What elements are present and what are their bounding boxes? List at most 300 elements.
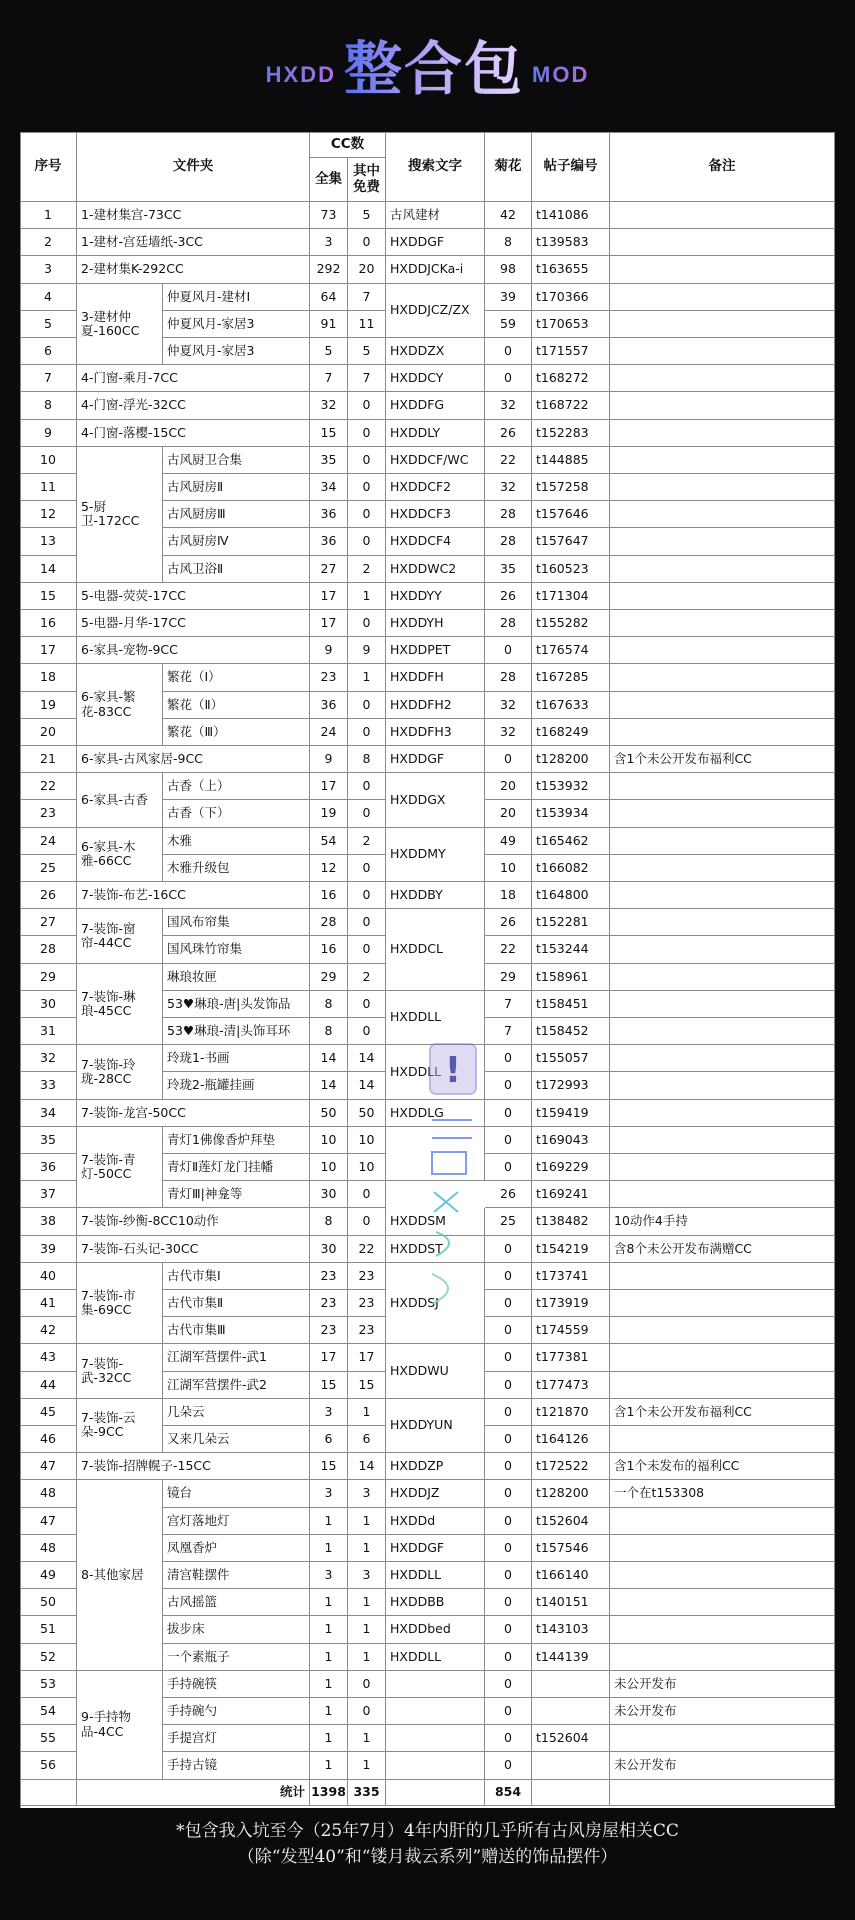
cc-free: 14	[348, 1045, 386, 1072]
brand-left: HXDD	[265, 62, 336, 87]
juhua: 0	[485, 1399, 532, 1426]
subfolder: 古香（下）	[163, 800, 310, 827]
row-no: 9	[20, 420, 77, 447]
row-no: 7	[20, 365, 77, 392]
search-text: HXDDCF2	[386, 474, 485, 501]
cc-total: 1	[310, 1725, 348, 1752]
cc-free: 14	[348, 1453, 386, 1480]
subfolder: 繁花（Ⅱ）	[163, 692, 310, 719]
juhua: 0	[485, 1616, 532, 1643]
cc-free: 0	[348, 474, 386, 501]
cc-total: 3	[310, 1399, 348, 1426]
juhua: 26	[485, 909, 532, 936]
row-no: 27	[20, 909, 77, 936]
note	[610, 311, 835, 338]
search-text: 古风建材	[386, 202, 485, 229]
header-folder: 文件夹	[77, 132, 310, 202]
post-id: t169229	[532, 1154, 610, 1181]
post-id: t144885	[532, 447, 610, 474]
row-no: 31	[20, 1018, 77, 1045]
post-id: t157646	[532, 501, 610, 528]
post-id: t165462	[532, 828, 610, 855]
cc-total: 23	[310, 1317, 348, 1344]
post-id: t157258	[532, 474, 610, 501]
brand-right: MOD	[532, 62, 590, 87]
juhua: 0	[485, 1045, 532, 1072]
totals-label: 统计	[77, 1780, 310, 1806]
page-title: 整合包	[344, 22, 524, 106]
juhua: 0	[485, 1698, 532, 1725]
cc-free: 10	[348, 1127, 386, 1154]
cc-free: 1	[348, 1616, 386, 1643]
subfolder: 琳琅妆匣	[163, 964, 310, 991]
post-id: t121870	[532, 1399, 610, 1426]
row-no: 56	[20, 1752, 77, 1779]
row-no: 5	[20, 311, 77, 338]
search-text: HXDDGF	[386, 1535, 485, 1562]
row-no: 52	[20, 1644, 77, 1671]
cc-total: 36	[310, 501, 348, 528]
juhua: 28	[485, 610, 532, 637]
cc-free: 0	[348, 882, 386, 909]
juhua: 8	[485, 229, 532, 256]
row-no: 16	[20, 610, 77, 637]
cc-total: 3	[310, 1480, 348, 1507]
juhua: 0	[485, 1589, 532, 1616]
search-text: HXDDBB	[386, 1589, 485, 1616]
cc-total: 9	[310, 637, 348, 664]
juhua: 32	[485, 392, 532, 419]
search-text	[386, 1127, 485, 1181]
subfolder: 古风厨房Ⅱ	[163, 474, 310, 501]
post-id: t157647	[532, 528, 610, 555]
juhua: 0	[485, 1372, 532, 1399]
cc-total: 1	[310, 1644, 348, 1671]
subfolder: 几朵云	[163, 1399, 310, 1426]
cc-free: 0	[348, 719, 386, 746]
note	[610, 909, 835, 936]
subfolder: 玲珑1-书画	[163, 1045, 310, 1072]
note	[610, 1344, 835, 1371]
post-id: t170653	[532, 311, 610, 338]
juhua: 0	[485, 637, 532, 664]
search-text: HXDDCF3	[386, 501, 485, 528]
cc-free: 15	[348, 1372, 386, 1399]
subfolder: 古风厨房Ⅳ	[163, 528, 310, 555]
row-no: 11	[20, 474, 77, 501]
subfolder: 木雅升级包	[163, 855, 310, 882]
row-no: 21	[20, 746, 77, 773]
juhua: 26	[485, 583, 532, 610]
cc-total: 15	[310, 420, 348, 447]
note	[610, 1263, 835, 1290]
folder: 7-装饰-龙宫-50CC	[77, 1100, 310, 1127]
row-no: 53	[20, 1671, 77, 1698]
cc-total: 91	[310, 311, 348, 338]
cc-free: 10	[348, 1154, 386, 1181]
search-text: HXDDLY	[386, 420, 485, 447]
cc-total: 1	[310, 1752, 348, 1779]
note	[610, 1644, 835, 1671]
subfolder: 江湖军营摆件-武1	[163, 1344, 310, 1371]
note	[610, 338, 835, 365]
juhua: 42	[485, 202, 532, 229]
totals-note-empty	[610, 1780, 835, 1806]
cc-total: 5	[310, 338, 348, 365]
cc-total: 10	[310, 1154, 348, 1181]
row-no: 20	[20, 719, 77, 746]
post-id: t173741	[532, 1263, 610, 1290]
cc-total: 23	[310, 664, 348, 691]
row-no: 23	[20, 800, 77, 827]
row-no: 47	[20, 1508, 77, 1535]
search-text: HXDDLL	[386, 1045, 485, 1099]
post-id: t140151	[532, 1589, 610, 1616]
folder-group: 8-其他家居	[77, 1480, 163, 1670]
post-id: t171304	[532, 583, 610, 610]
row-no: 17	[20, 637, 77, 664]
post-id: t169241	[532, 1181, 610, 1208]
juhua: 0	[485, 1453, 532, 1480]
row-no: 25	[20, 855, 77, 882]
subfolder: 青灯Ⅱ莲灯龙门挂幡	[163, 1154, 310, 1181]
note	[610, 800, 835, 827]
cc-free: 1	[348, 664, 386, 691]
subfolder: 古风摇篮	[163, 1589, 310, 1616]
juhua: 0	[485, 1127, 532, 1154]
cc-total: 1	[310, 1698, 348, 1725]
totals-post-empty	[532, 1780, 610, 1806]
juhua: 35	[485, 556, 532, 583]
cc-free: 0	[348, 501, 386, 528]
search-text: HXDDFH	[386, 664, 485, 691]
row-no: 45	[20, 1399, 77, 1426]
folder: 4-门窗-落樱-15CC	[77, 420, 310, 447]
note	[610, 1426, 835, 1453]
post-id: t171557	[532, 338, 610, 365]
note	[610, 1508, 835, 1535]
post-id: t168249	[532, 719, 610, 746]
note	[610, 1154, 835, 1181]
folder: 5-电器-荧荧-17CC	[77, 583, 310, 610]
juhua: 26	[485, 420, 532, 447]
cc-total: 30	[310, 1181, 348, 1208]
juhua: 0	[485, 1508, 532, 1535]
cc-free: 3	[348, 1480, 386, 1507]
subfolder: 江湖军营摆件-武2	[163, 1372, 310, 1399]
header-cc-count: CC数	[310, 132, 386, 158]
note	[610, 692, 835, 719]
post-id: t167633	[532, 692, 610, 719]
row-no: 35	[20, 1127, 77, 1154]
post-id: t144139	[532, 1644, 610, 1671]
cc-free: 0	[348, 991, 386, 1018]
cc-free: 1	[348, 1644, 386, 1671]
cc-total: 36	[310, 692, 348, 719]
folder: 1-建材集宫-73CC	[77, 202, 310, 229]
juhua: 0	[485, 1236, 532, 1263]
cc-free: 0	[348, 1671, 386, 1698]
cc-total: 6	[310, 1426, 348, 1453]
cc-free: 0	[348, 229, 386, 256]
subfolder: 手持碗勺	[163, 1698, 310, 1725]
folder: 7-装饰-招牌幌子-15CC	[77, 1453, 310, 1480]
juhua: 0	[485, 1480, 532, 1507]
juhua: 0	[485, 1562, 532, 1589]
juhua: 29	[485, 964, 532, 991]
svg-text:!: !	[444, 1050, 462, 1091]
totals-free: 335	[348, 1780, 386, 1806]
note	[610, 855, 835, 882]
row-no: 8	[20, 392, 77, 419]
row-no: 51	[20, 1616, 77, 1643]
subfolder: 镜台	[163, 1480, 310, 1507]
note: 未公开发布	[610, 1752, 835, 1779]
row-no: 28	[20, 936, 77, 963]
note: 一个在t153308	[610, 1480, 835, 1507]
search-text: HXDDZP	[386, 1453, 485, 1480]
title-banner	[0, 0, 855, 128]
cc-total: 36	[310, 528, 348, 555]
row-no: 1	[20, 202, 77, 229]
note	[610, 583, 835, 610]
juhua: 32	[485, 692, 532, 719]
search-text: HXDDSJ	[386, 1263, 485, 1345]
cc-free: 1	[348, 1725, 386, 1752]
folder-group: 6-家具-木雅-66CC	[77, 828, 163, 882]
search-text: HXDDLL	[386, 1644, 485, 1671]
subfolder: 又来几朵云	[163, 1426, 310, 1453]
row-no: 38	[20, 1208, 77, 1235]
post-id: t167285	[532, 664, 610, 691]
cc-free: 3	[348, 1562, 386, 1589]
header-no: 序号	[20, 132, 77, 202]
footnote-line-1: *包含我入坑至今（25年7月）4年内肝的几乎所有古风房屋相关CC	[176, 1821, 679, 1841]
note: 含1个未公开发布福利CC	[610, 746, 835, 773]
cc-free: 0	[348, 855, 386, 882]
subfolder: 仲夏风月-家居3	[163, 338, 310, 365]
subfolder: 拔步床	[163, 1616, 310, 1643]
juhua: 0	[485, 1317, 532, 1344]
cc-total: 3	[310, 229, 348, 256]
note: 10动作4手持	[610, 1208, 835, 1235]
subfolder: 青灯Ⅲ|神龛等	[163, 1181, 310, 1208]
folder-group: 7-装饰-玲珑-28CC	[77, 1045, 163, 1099]
cc-free: 2	[348, 964, 386, 991]
row-no: 32	[20, 1045, 77, 1072]
cc-total: 50	[310, 1100, 348, 1127]
header-free: 其中免费	[348, 158, 386, 202]
subfolder: 古风厨卫合集	[163, 447, 310, 474]
post-id: t176574	[532, 637, 610, 664]
subfolder: 国风布帘集	[163, 909, 310, 936]
cc-free: 0	[348, 528, 386, 555]
header-note: 备注	[610, 132, 835, 202]
cc-free: 0	[348, 1181, 386, 1208]
note	[610, 474, 835, 501]
row-no: 34	[20, 1100, 77, 1127]
post-id: t155282	[532, 610, 610, 637]
subfolder: 古风厨房Ⅲ	[163, 501, 310, 528]
footnote	[0, 1818, 855, 1870]
post-id	[532, 1698, 610, 1725]
subfolder: 青灯1佛像香炉拜垫	[163, 1127, 310, 1154]
cc-total: 29	[310, 964, 348, 991]
search-text: HXDDLL	[386, 1562, 485, 1589]
folder-group: 7-装饰-武-32CC	[77, 1344, 163, 1398]
folder-group: 7-装饰-市集-69CC	[77, 1263, 163, 1345]
row-no: 50	[20, 1589, 77, 1616]
row-no: 22	[20, 773, 77, 800]
post-id: t143103	[532, 1616, 610, 1643]
juhua: 25	[485, 1208, 532, 1235]
note	[610, 1290, 835, 1317]
cc-free: 0	[348, 420, 386, 447]
row-no: 48	[20, 1535, 77, 1562]
cc-total: 14	[310, 1072, 348, 1099]
juhua: 0	[485, 1100, 532, 1127]
cc-total: 73	[310, 202, 348, 229]
juhua: 0	[485, 1263, 532, 1290]
post-id: t152604	[532, 1725, 610, 1752]
juhua: 0	[485, 1154, 532, 1181]
subfolder: 仲夏风月-家居3	[163, 311, 310, 338]
cc-total: 28	[310, 909, 348, 936]
note	[610, 1181, 835, 1208]
row-no: 55	[20, 1725, 77, 1752]
cc-free: 23	[348, 1290, 386, 1317]
cc-free: 5	[348, 202, 386, 229]
search-text: HXDDJCZ/ZX	[386, 284, 485, 338]
post-id: t177473	[532, 1372, 610, 1399]
cc-total: 292	[310, 256, 348, 283]
post-id: t152281	[532, 909, 610, 936]
cc-free: 9	[348, 637, 386, 664]
post-id: t166082	[532, 855, 610, 882]
folder-group: 7-装饰-青灯-50CC	[77, 1127, 163, 1209]
folder-group: 7-装饰-窗帘-44CC	[77, 909, 163, 963]
subfolder: 仲夏风月-建材Ⅰ	[163, 284, 310, 311]
cc-total: 3	[310, 1562, 348, 1589]
row-no: 6	[20, 338, 77, 365]
post-id: t157546	[532, 1535, 610, 1562]
search-text	[386, 1725, 485, 1752]
row-no: 39	[20, 1236, 77, 1263]
note: 未公开发布	[610, 1698, 835, 1725]
search-text: HXDDGF	[386, 229, 485, 256]
note	[610, 828, 835, 855]
row-no: 40	[20, 1263, 77, 1290]
search-text: HXDDBY	[386, 882, 485, 909]
juhua: 22	[485, 447, 532, 474]
note	[610, 1045, 835, 1072]
cc-total: 24	[310, 719, 348, 746]
folder-group: 6-家具-繁花-83CC	[77, 664, 163, 746]
search-text	[386, 1752, 485, 1779]
cc-free: 22	[348, 1236, 386, 1263]
search-text: HXDDLG	[386, 1100, 485, 1127]
note	[610, 284, 835, 311]
header-search: 搜索文字	[386, 132, 485, 202]
row-no: 37	[20, 1181, 77, 1208]
cc-free: 11	[348, 311, 386, 338]
cc-total: 10	[310, 1127, 348, 1154]
row-no: 26	[20, 882, 77, 909]
search-text: HXDDCL	[386, 909, 485, 991]
cc-free: 6	[348, 1426, 386, 1453]
folder-group: 6-家具-古香	[77, 773, 163, 827]
row-no: 3	[20, 256, 77, 283]
row-no: 14	[20, 556, 77, 583]
subfolder: 国风珠竹帘集	[163, 936, 310, 963]
search-text: HXDDCF4	[386, 528, 485, 555]
juhua: 0	[485, 1644, 532, 1671]
row-no: 2	[20, 229, 77, 256]
row-no: 13	[20, 528, 77, 555]
cc-free: 0	[348, 909, 386, 936]
cc-total: 54	[310, 828, 348, 855]
subfolder: 繁花（Ⅰ）	[163, 664, 310, 691]
cc-total: 1	[310, 1671, 348, 1698]
post-id: t154219	[532, 1236, 610, 1263]
row-no: 41	[20, 1290, 77, 1317]
search-text: HXDDYY	[386, 583, 485, 610]
note	[610, 773, 835, 800]
post-id: t172993	[532, 1072, 610, 1099]
search-text: HXDDJZ	[386, 1480, 485, 1507]
folder: 7-装饰-纱衡-8CC10动作	[77, 1208, 310, 1235]
note	[610, 392, 835, 419]
cc-total: 27	[310, 556, 348, 583]
juhua: 0	[485, 1725, 532, 1752]
post-id	[532, 1752, 610, 1779]
folder-group: 7-装饰-云朵-9CC	[77, 1399, 163, 1453]
note	[610, 556, 835, 583]
post-id	[532, 1671, 610, 1698]
search-text: HXDDST	[386, 1236, 485, 1263]
juhua: 0	[485, 1072, 532, 1099]
post-id: t170366	[532, 284, 610, 311]
folder: 6-家具-古风家居-9CC	[77, 746, 310, 773]
row-no: 29	[20, 964, 77, 991]
row-no: 43	[20, 1344, 77, 1371]
juhua: 0	[485, 746, 532, 773]
post-id: t177381	[532, 1344, 610, 1371]
cc-free: 0	[348, 800, 386, 827]
cc-table	[20, 132, 835, 1808]
row-no: 44	[20, 1372, 77, 1399]
subfolder: 一个素瓶子	[163, 1644, 310, 1671]
search-text: HXDDGF	[386, 746, 485, 773]
totals-total: 1398	[310, 1780, 348, 1806]
subfolder: 繁花（Ⅲ）	[163, 719, 310, 746]
cc-free: 8	[348, 746, 386, 773]
juhua: 32	[485, 474, 532, 501]
cc-total: 23	[310, 1290, 348, 1317]
cc-free: 0	[348, 447, 386, 474]
cc-free: 2	[348, 828, 386, 855]
note: 含1个未发布的福利CC	[610, 1453, 835, 1480]
juhua: 0	[485, 1535, 532, 1562]
subfolder: 古代市集Ⅱ	[163, 1290, 310, 1317]
cc-total: 14	[310, 1045, 348, 1072]
note	[610, 365, 835, 392]
cc-total: 17	[310, 1344, 348, 1371]
post-id: t141086	[532, 202, 610, 229]
search-text: HXDDWC2	[386, 556, 485, 583]
search-text: HXDDWU	[386, 1344, 485, 1398]
row-no: 24	[20, 828, 77, 855]
